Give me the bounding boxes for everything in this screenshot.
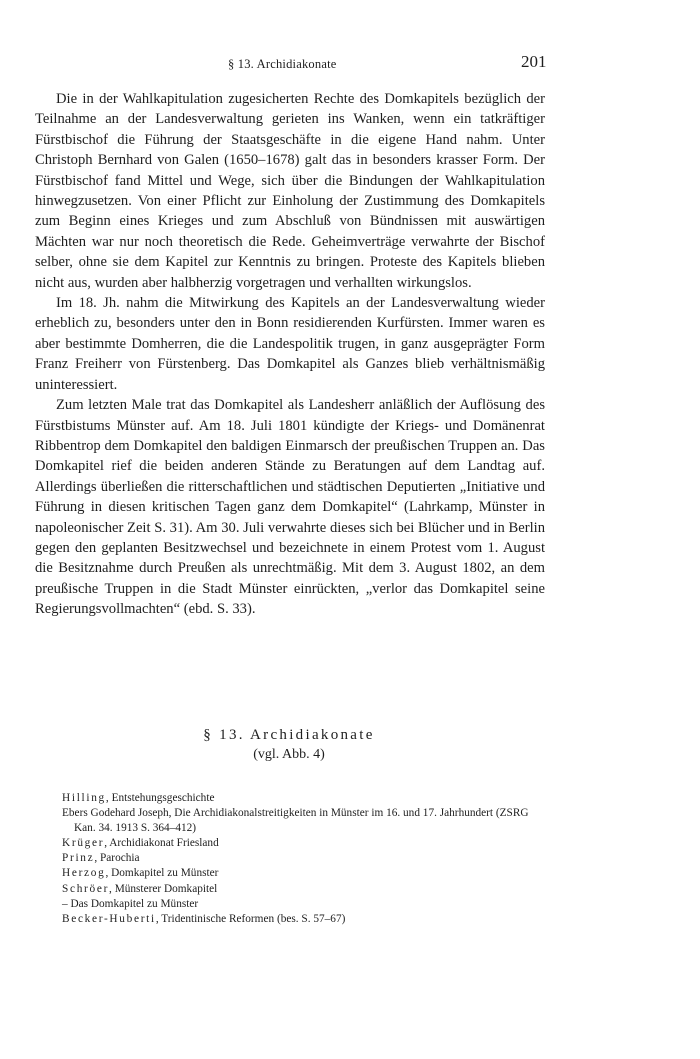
running-head: § 13. Archidiakonate	[228, 57, 337, 71]
bibliography-text: , Domkapitel zu Münster	[105, 867, 219, 880]
bibliography-entry	[62, 912, 548, 927]
bibliography-author: Schröer	[62, 882, 110, 895]
bibliography-text: – Das Domkapitel zu Münster	[62, 897, 199, 910]
bibliography-text: , Münsterer Domkapitel	[109, 882, 218, 895]
bibliography-text: , Tridentinische Reformen (bes. S. 57–67)	[155, 912, 346, 925]
paragraph: Zum letzten Male trat das Domkapitel als Landesherr anläßlich der Auflösung des Fürstbistums Münster auf. Am 18. Juli 1801 kündigte der Kriegs- und Domänenrat Ribbentrop dem Domkapitel den baldigen Einmarsch der preußischen Truppen an. Das Domkapitel rief die beiden anderen Stände zu Beratungen auf dem Landtag auf. Allerdings überließen die ritterschaftlichen und städtischen Deputierten „Initiative und Führung in diesen kritischen Tagen ganz dem Domkapitel“ (Lahrkamp, Münster in napoleonischer Zeit S. 31). Am 30. Juli verwahrte dieses sich bei Blücher und in Berlin gegen den geplanten Besitzwechsel und bezeichnete in einem Protest vom 1. August die Besitznahme durch Preußen als unrechtmäßig. Mit dem 3. August 1802, an dem preußische Truppen in die Stadt Münster einrückten, „verlor das Domkapitel seine Regierungsvollmachten“ (ebd. S. 33).	[35, 397, 545, 618]
bibliography-entry	[62, 836, 548, 851]
bibliography-text: , Entstehungsgeschichte	[105, 792, 215, 804]
section-heading	[0, 725, 578, 765]
bibliography-entry	[62, 866, 548, 881]
bibliography-entry	[62, 806, 548, 836]
bibliography-text: , Parochia	[94, 852, 140, 865]
bibliography-author: Prinz	[62, 852, 95, 865]
paragraph: Im 18. Jh. nahm die Mitwirkung des Kapitels an der Landesverwaltung wieder erheblich zu, besonders unter den in Bonn residierenden Kurfürsten. Immer waren es aber bestimmte Domherren, die die Landespolitik trugen, in ganz ausgeprägter Form Franz Freiherr von Fürstenberg. Das Domkapitel als Ganzes blieb verhältnismäßig uninteressiert.	[35, 295, 545, 393]
bibliography-author: Becker-Huberti	[62, 912, 156, 925]
section-subtitle: (vgl. Abb. 4)	[253, 747, 325, 762]
bibliography-list	[62, 791, 548, 927]
bibliography-text: , Archidiakonat Friesland	[104, 837, 219, 850]
bibliography-entry	[62, 882, 548, 897]
body-text	[35, 89, 545, 620]
bibliography-text: Ebers Godehard Joseph, Die Archidiakonalstreitigkeiten in Münster im 16. und 17. Jahrhundert (ZSRG Kan. 34. 1913 S. 364–412)	[62, 807, 529, 835]
bibliography-entry	[62, 791, 548, 806]
paragraph: Die in der Wahlkapitulation zugesicherten Rechte des Domkapitels bezüglich der Teilnahme an der Landesverwaltung gerieten ins Wanken, wenn ein tatkräftiger Fürstbischof die Führung der Staatsgeschäfte in die eigene Hand nahm. Unter Christoph Bernhard von Galen (1650–1678) galt das in besonders krasser Form. Der Fürstbischof fand Mittel und Wege, sich über die Bindungen der Wahlkapitulation hinwegzusetzen. Von einer Pflicht zur Einholung der Zustimmung des Domkapitels zum Beginn eines Krieges und zum Abschluß von Bündnissen mit auswärtigen Mächten war nur noch theoretisch die Rede. Geheimverträge verwahrte der Bischof selber, ohne sie dem Kapitel zur Kenntnis zu bringen. Proteste des Kapitels blieben nicht aus, wurden aber halbherzig vorgetragen und verhallten wirkungslos.	[35, 91, 545, 291]
bibliography-author: Krüger	[62, 837, 105, 850]
bibliography-entry	[62, 851, 548, 866]
bibliography-author: Herzog	[62, 867, 106, 880]
section-title: § 13. Archidiakonate	[203, 727, 375, 743]
page-number: 201	[521, 52, 547, 71]
bibliography-entry	[62, 897, 548, 912]
bibliography-author: Hilling	[62, 792, 106, 804]
